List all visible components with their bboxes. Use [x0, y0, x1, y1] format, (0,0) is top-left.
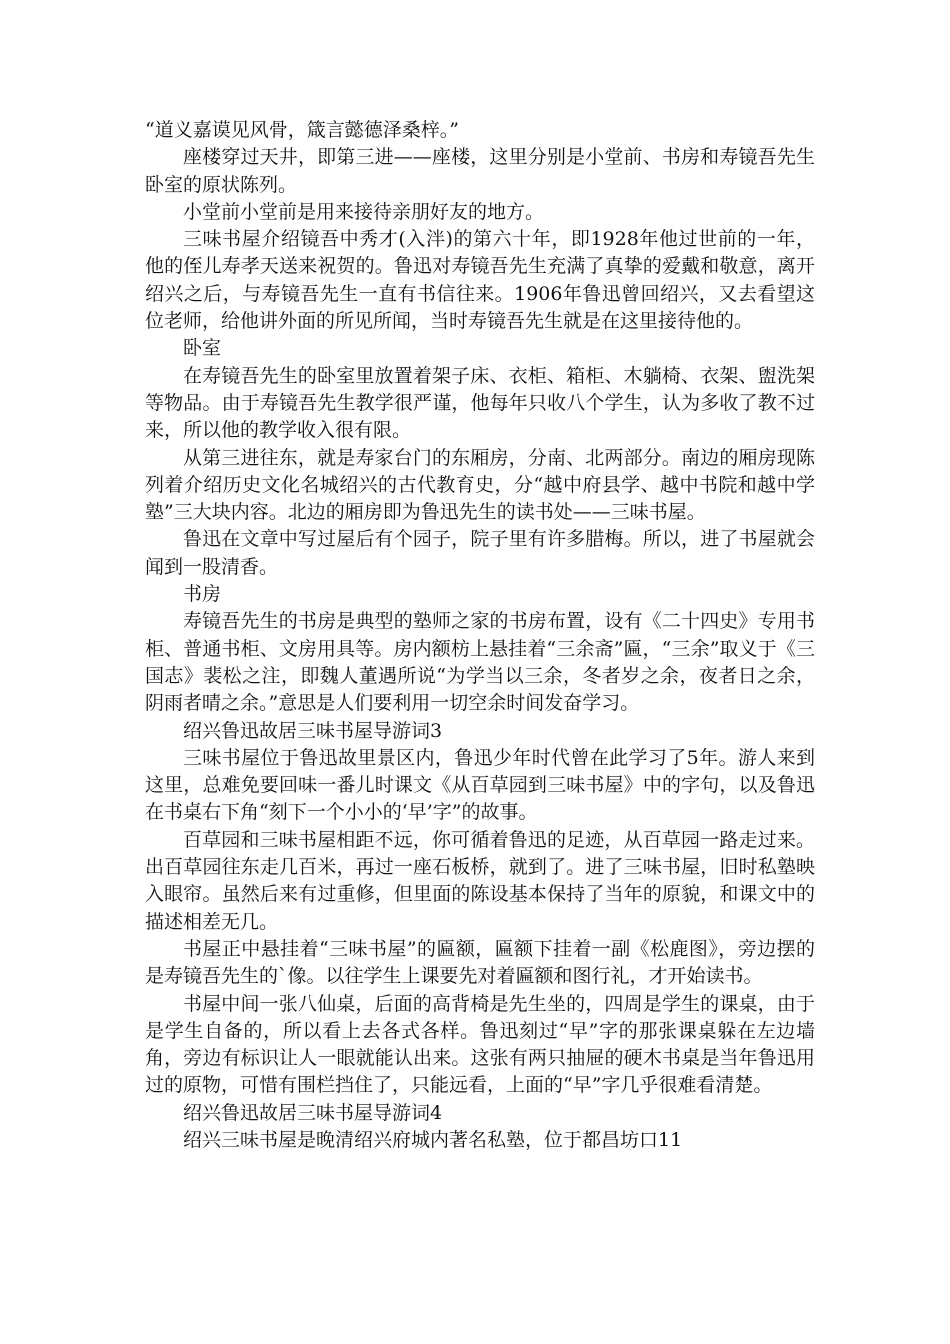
section-heading-guide-3: 绍兴鲁迅故居三味书屋导游词3	[183, 719, 443, 742]
paragraph-6: 在寿镜吾先生的卧室里放置着架子床、衣柜、箱柜、木躺椅、衣架、盥洗架等物品。由于寿镜吾先生教学很严谨，他每年只收八个学生，认为多收了教不过来，所以他的教学收入很有限。	[145, 364, 815, 442]
paragraph-13: 百草园和三味书屋相距不远，你可循着鲁迅的足迹，从百草园一路走过来。出百草园往东走几百米，再过一座石板桥，就到了。进了三味书屋，旧时私塾映入眼帘。虽然后来有过重修，但里面的陈设基本保持了当年的原貌，和课文中的描述相差无几。	[145, 828, 815, 933]
paragraph-17: 绍兴三味书屋是晚清绍兴府城内著名私塾，位于都昌坊口11	[183, 1128, 683, 1151]
section-heading-guide-4: 绍兴鲁迅故居三味书屋导游词4	[183, 1101, 443, 1124]
section-heading-study: 书房	[183, 583, 222, 606]
paragraph-1: “道义嘉谟见风骨，箴言懿德泽桑梓。”	[145, 119, 459, 141]
paragraph-10: 寿镜吾先生的书房是典型的塾师之家的书房布置，设有《二十四史》专用书柜、普通书柜、文房用具等。房内额枋上悬挂着“三余斋”匾，“三余”取义于《三国志》裴松之注，即魏人董遇所说“为学当以三余，冬者岁之余，夜者日之余，阴雨者晴之余。”意思是人们要利用一切空余时间发奋学习。	[145, 610, 815, 715]
paragraph-12: 三味书屋位于鲁迅故里景区内，鲁迅少年时代曾在此学习了5年。游人来到这里，总难免要回味一番儿时课文《从百草园到三味书屋》中的字句，以及鲁迅在书桌右下角“刻下一个小小的‘早’字”的故事。	[145, 746, 815, 824]
paragraph-14: 书屋正中悬挂着“三味书屋”的匾额，匾额下挂着一副《松鹿图》，旁边摆的是寿镜吾先生的`像。以往学生上课要先对着匾额和图行礼，才开始读书。	[145, 937, 815, 988]
paragraph-15: 书屋中间一张八仙桌，后面的高背椅是先生坐的，四周是学生的课桌，由于是学生自备的，所以看上去各式各样。鲁迅刻过“早”字的那张课桌躲在左边墙角，旁边有标识让人一眼就能认出来。这张有两只抽屉的硬木书桌是当年鲁迅用过的原物，可惜有围栏挡住了，只能远看，上面的“早”字几乎很难看清楚。	[145, 992, 815, 1097]
paragraph-4: 三味书屋介绍镜吾中秀才(入泮)的第六十年，即1928年他过世前的一年，他的侄儿寿孝天送来祝贺的。鲁迅对寿镜吾先生充满了真挚的爱戴和敬意，离开绍兴之后，与寿镜吾先生一直有书信往来。1906年鲁迅曾回绍兴，又去看望这位老师，给他讲外面的所见所闻，当时寿镜吾先生就是在这里接待他的。	[145, 228, 815, 333]
section-heading-bedroom: 卧室	[183, 337, 222, 360]
paragraph-8: 鲁迅在文章中写过屋后有个园子，院子里有许多腊梅。所以，进了书屋就会闻到一股清香。	[145, 528, 815, 578]
paragraph-2: 座楼穿过天井，即第三进——座楼，这里分别是小堂前、书房和寿镜吾先生卧室的原状陈列。	[145, 146, 815, 196]
document-body	[145, 117, 815, 1154]
paragraph-7: 从第三进往东，就是寿家台门的东厢房，分南、北两部分。南边的厢房现陈列着介绍历史文化名城绍兴的古代教育史，分“越中府县学、越中书院和越中学塾”三大块内容。北边的厢房即为鲁迅先生的读书处——三味书屋。	[145, 446, 815, 524]
paragraph-3: 小堂前小堂前是用来接待亲朋好友的地方。	[183, 200, 545, 223]
